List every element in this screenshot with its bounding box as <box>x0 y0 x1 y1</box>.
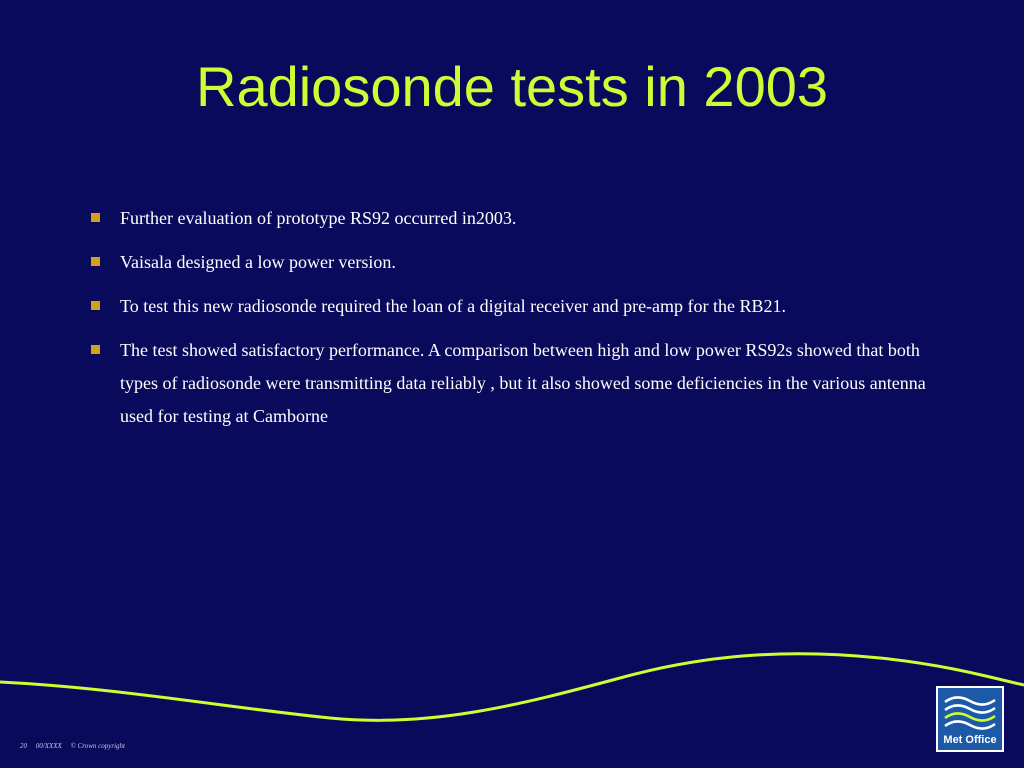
bullet-item <box>88 334 948 433</box>
square-bullet-icon <box>91 301 100 310</box>
bullet-item <box>88 202 948 235</box>
bullet-text: Vaisala designed a low power version. <box>120 252 396 272</box>
square-bullet-icon <box>91 213 100 222</box>
square-bullet-icon <box>91 345 100 354</box>
bullet-item <box>88 246 948 279</box>
slide-title: Radiosonde tests in 2003 <box>196 55 828 118</box>
met-office-waves-icon <box>943 692 997 732</box>
footer-text: 20 00/XXXX © Crown copyright <box>20 742 125 750</box>
square-bullet-icon <box>91 257 100 266</box>
bullet-text: To test this new radiosonde required the loan of a digital receiver and pre-amp for the RB21. <box>120 296 787 316</box>
bullet-list <box>88 202 948 444</box>
met-office-logo <box>936 686 1004 752</box>
bullet-text: The test showed satisfactory performance. A comparison between high and low power RS92s showed that both types of radiosonde were transmitting data reliably , but it also showed some deficiencies in the various antenna used for testing at Camborne <box>120 340 926 426</box>
bullet-text: Further evaluation of prototype RS92 occurred in2003. <box>120 208 517 228</box>
logo-text: Met Office <box>943 734 997 746</box>
decorative-wave-line <box>0 640 1024 750</box>
bullet-item <box>88 290 948 323</box>
